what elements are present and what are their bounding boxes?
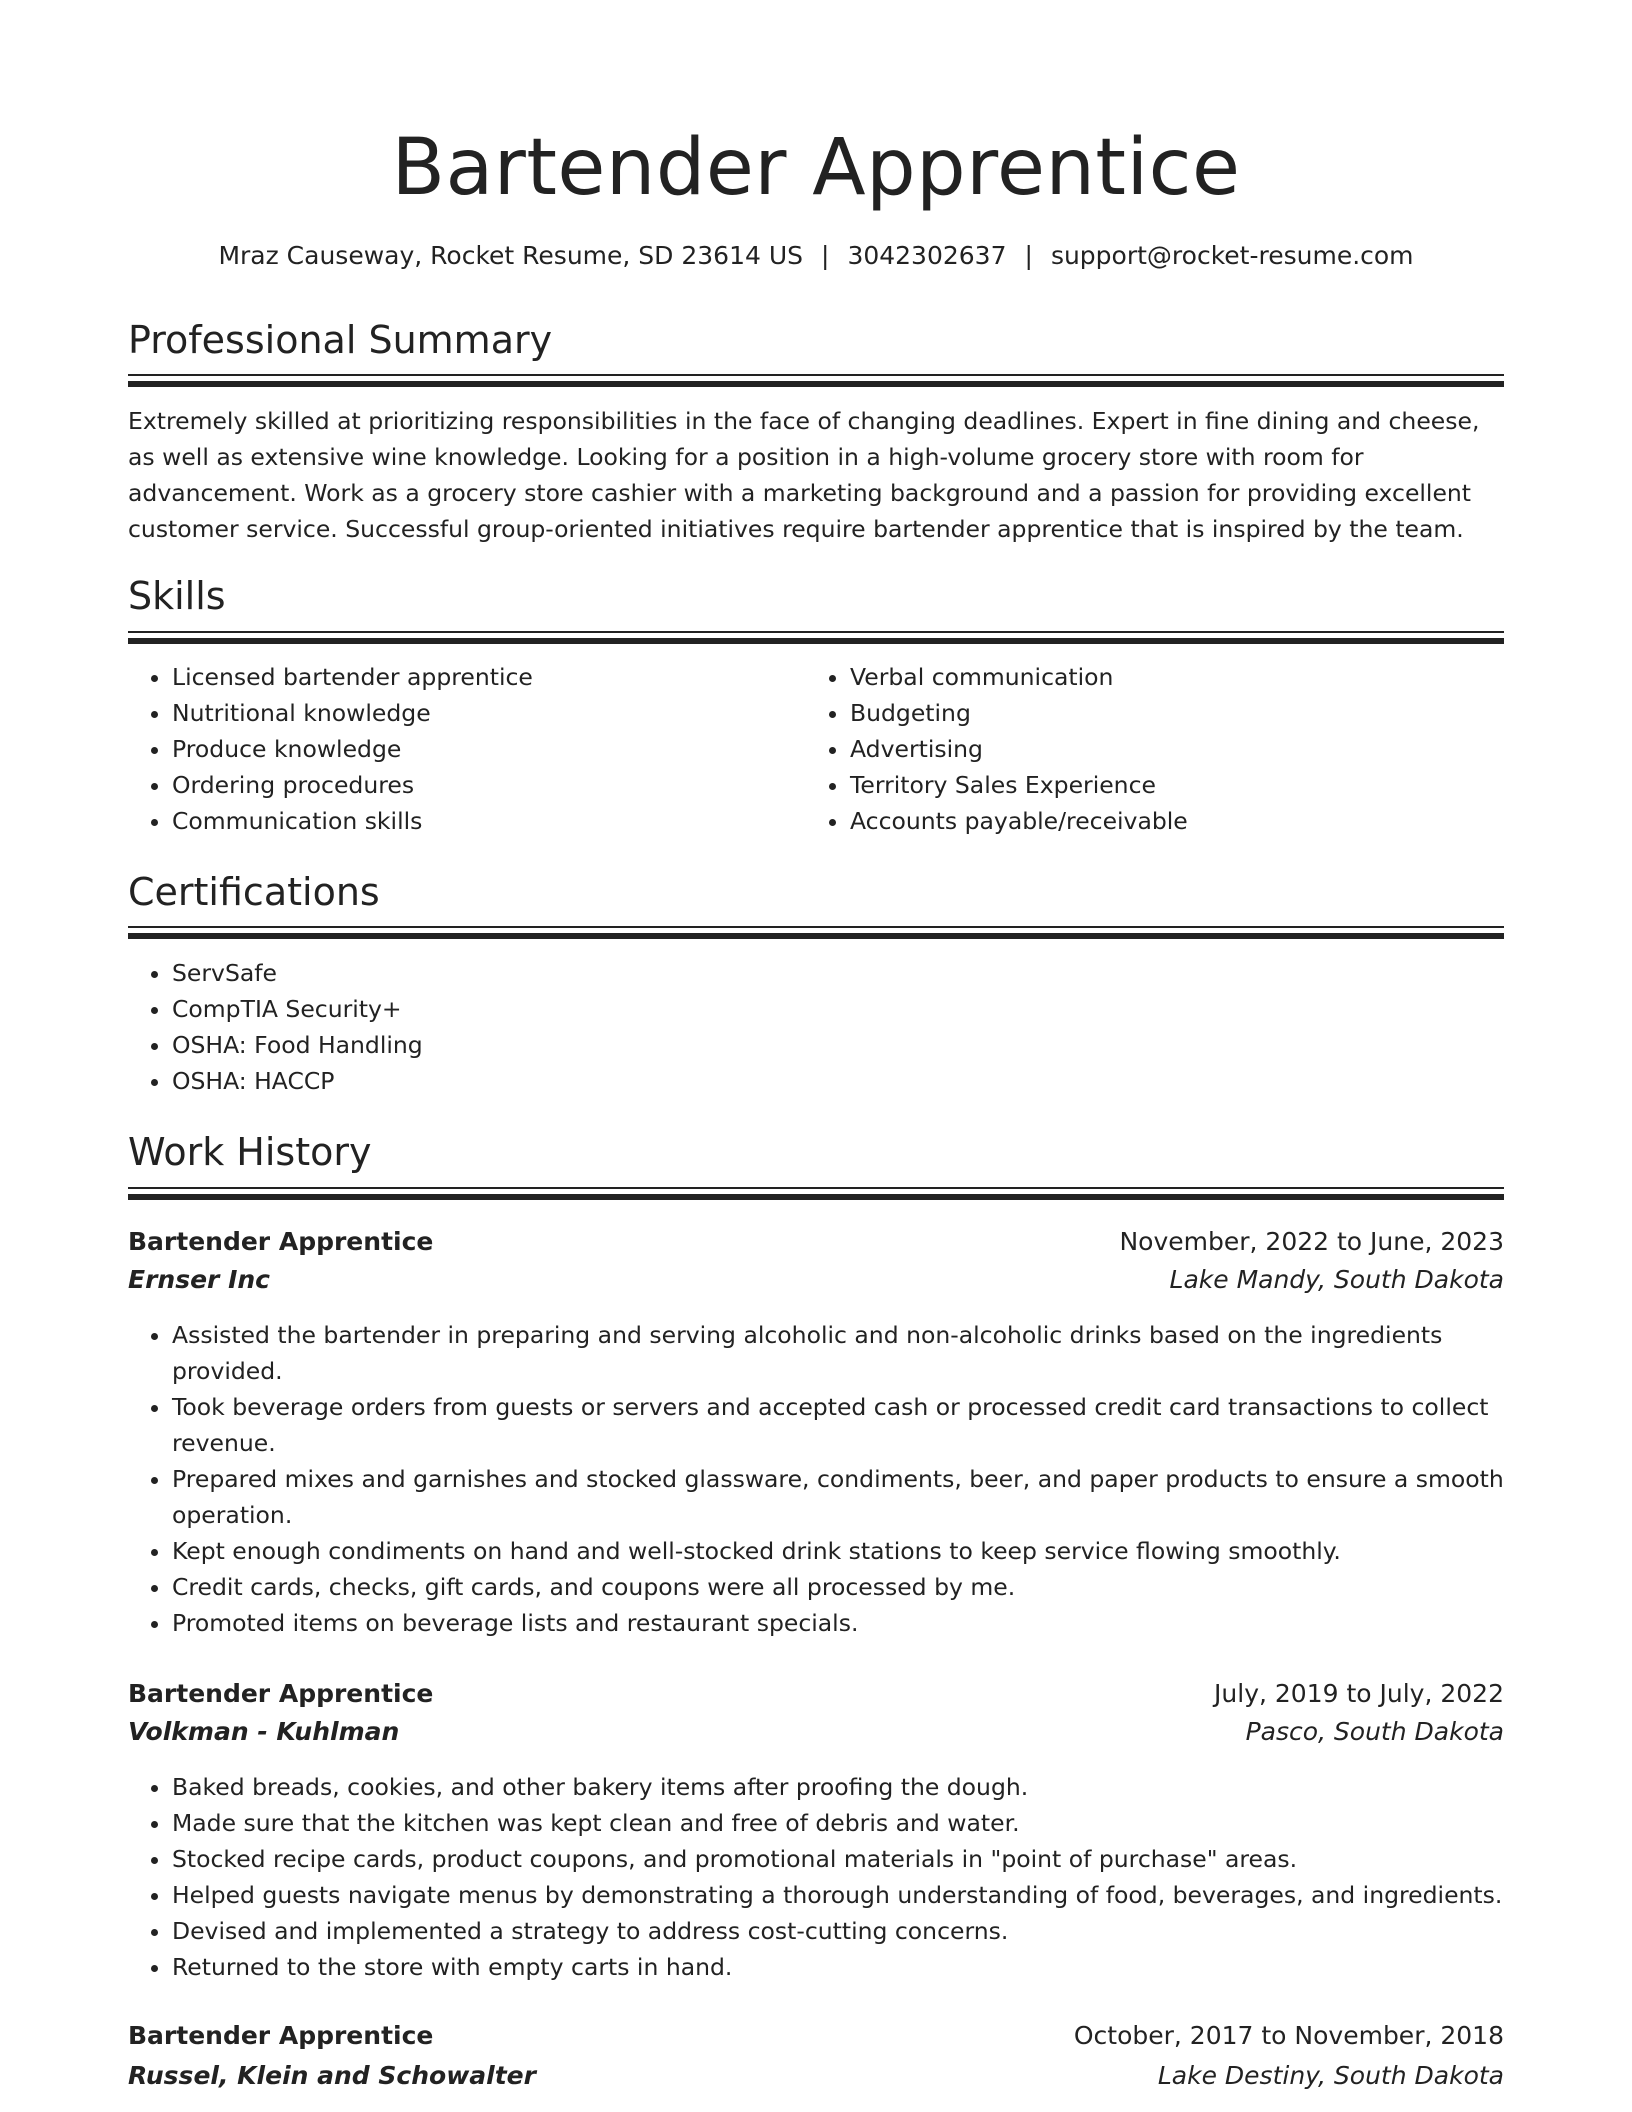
job-bullet: • Devised and implemented a strategy to address cost-cutting concerns. xyxy=(172,1913,1504,1949)
job-dates: October, 2017 to November, 2018 xyxy=(1073,2021,1504,2050)
skill-item: • Budgeting xyxy=(850,695,1500,731)
job-bullets xyxy=(128,1769,1504,1985)
job-dates: July, 2019 to July, 2022 xyxy=(1214,1679,1504,1708)
skill-item: • Licensed bartender apprentice xyxy=(172,659,792,695)
section-title-work-history: Work History xyxy=(128,1130,372,1174)
skill-item: • Communication skills xyxy=(172,803,792,839)
section-title-summary: Professional Summary xyxy=(128,318,553,362)
certification-item: • CompTIA Security+ xyxy=(172,991,1502,1027)
job-bullets xyxy=(128,1317,1504,1641)
job-bullet: • Took beverage orders from guests or servers and accepted cash or processed credit card transactions to collect revenue. xyxy=(172,1389,1504,1461)
job-company: Ernser Inc xyxy=(128,1265,270,1294)
resume-name: Bartender Apprentice xyxy=(391,123,1241,213)
skill-item: • Produce knowledge xyxy=(172,731,792,767)
job-bullet: • Prepared mixes and garnishes and stocked glassware, condiments, beer, and paper products to ensure a smooth operation. xyxy=(172,1461,1504,1533)
section-divider xyxy=(128,926,1504,940)
section-divider xyxy=(128,1187,1504,1201)
summary-text: Extremely skilled at prioritizing responsibilities in the face of changing deadlines. Expert in fine dining and cheese, as well as extensive wine knowledge. Looking for a position in a high-volume grocery store with room for advancement. Work as a grocery store cashier with a marketing background and a passion for providing excellent customer service. Successful group-oriented initiatives require bartender apprentice that is inspired by the team. xyxy=(128,407,1480,543)
job-bullet: • Helped guests navigate menus by demonstrating a thorough understanding of food, beverages, and ingredients. xyxy=(172,1877,1504,1913)
job-bullet: • Assisted the bartender in preparing and serving alcoholic and non-alcoholic drinks based on the ingredients provided. xyxy=(172,1317,1504,1389)
skill-item: • Verbal communication xyxy=(850,659,1500,695)
contact-email: support@rocket-resume.com xyxy=(1050,241,1414,270)
section-divider xyxy=(128,374,1504,388)
skill-item: • Accounts payable/receivable xyxy=(850,803,1500,839)
job-bullet: • Promoted items on beverage lists and restaurant specials. xyxy=(172,1605,1504,1641)
section-divider xyxy=(128,631,1504,645)
job-company: Volkman - Kuhlman xyxy=(128,1717,400,1746)
section-title-skills: Skills xyxy=(128,574,226,618)
job-location: Lake Destiny, South Dakota xyxy=(1157,2061,1504,2090)
skill-item: • Advertising xyxy=(850,731,1500,767)
job-location: Pasco, South Dakota xyxy=(1245,1717,1504,1746)
job-bullet: • Kept enough condiments on hand and well-stocked drink stations to keep service flowing smoothly. xyxy=(172,1533,1504,1569)
job-bullet: • Made sure that the kitchen was kept clean and free of debris and water. xyxy=(172,1805,1504,1841)
contact-line xyxy=(128,238,1504,274)
job-dates: November, 2022 to June, 2023 xyxy=(1119,1227,1504,1256)
job-title: Bartender Apprentice xyxy=(128,2021,434,2050)
job-title: Bartender Apprentice xyxy=(128,1679,434,1708)
job-company: Russel, Klein and Schowalter xyxy=(128,2061,536,2090)
job-bullet: • Returned to the store with empty carts in hand. xyxy=(172,1949,1504,1985)
contact-separator: | xyxy=(821,241,830,270)
contact-separator: | xyxy=(1024,241,1033,270)
job-location: Lake Mandy, South Dakota xyxy=(1169,1265,1504,1294)
skills-list-left xyxy=(128,659,792,839)
certification-item: • OSHA: Food Handling xyxy=(172,1027,1502,1063)
job-bullet: • Credit cards, checks, gift cards, and coupons were all processed by me. xyxy=(172,1569,1504,1605)
job-bullet: • Baked breads, cookies, and other bakery items after proofing the dough. xyxy=(172,1769,1504,1805)
job-bullet: • Stocked recipe cards, product coupons, and promotional materials in "point of purchase" areas. xyxy=(172,1841,1504,1877)
skill-item: • Nutritional knowledge xyxy=(172,695,792,731)
skills-list-right xyxy=(806,659,1500,839)
certification-item: • ServSafe xyxy=(172,955,1502,991)
job-title: Bartender Apprentice xyxy=(128,1227,434,1256)
contact-address: Mraz Causeway, Rocket Resume, SD 23614 US xyxy=(218,241,803,270)
skill-item: • Territory Sales Experience xyxy=(850,767,1500,803)
certification-item: • OSHA: HACCP xyxy=(172,1063,1502,1099)
certifications-list xyxy=(128,955,1502,1099)
skill-item: • Ordering procedures xyxy=(172,767,792,803)
section-title-certifications: Certifications xyxy=(128,870,380,914)
contact-phone: 3042302637 xyxy=(847,241,1007,270)
